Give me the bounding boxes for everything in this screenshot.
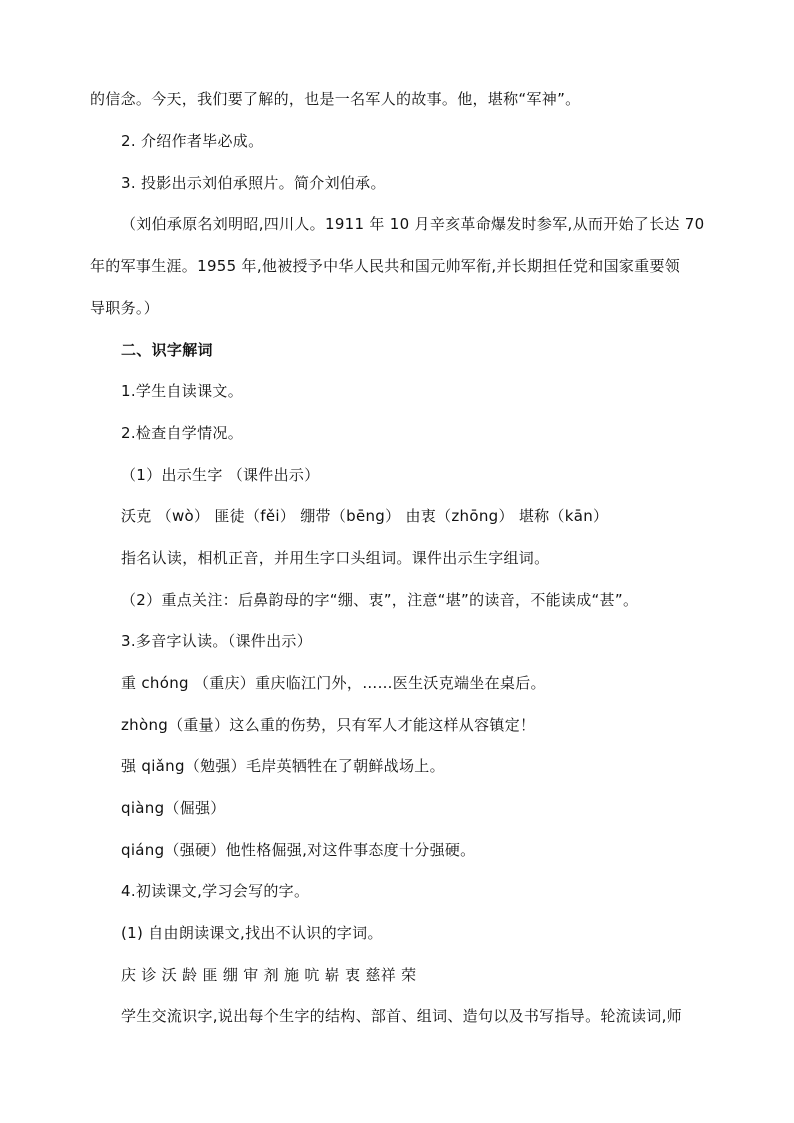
- list-item: 3.多音字认读。（课件出示）: [121, 632, 313, 650]
- list-item: 2.检查自学情况。: [121, 424, 244, 442]
- paragraph-line: 导职务。）: [90, 299, 160, 317]
- section-heading: 二、识字解词: [121, 341, 213, 359]
- polyphone-line: 重 chóng （重庆）重庆临江门外，……医生沃克端坐在桌后。: [121, 674, 546, 692]
- list-item: （1）出示生字 （课件出示）: [121, 466, 320, 484]
- paragraph-line: （刘伯承原名刘明昭,四川人。1911 年 10 月辛亥革命爆发时参军,从而开始了长达 70: [121, 215, 705, 233]
- list-item: 3. 投影出示刘伯承照片。简介刘伯承。: [121, 174, 386, 192]
- character-list: 庆 诊 沃 龄 匪 绷 审 剂 施 吭 崭 衷 慈祥 荣: [121, 966, 417, 984]
- polyphone-line: 强 qiǎng（勉强）毛岸英牺牲在了朝鲜战场上。: [121, 757, 445, 775]
- paragraph-line: （2）重点关注：后鼻韵母的字“绷、衷”，注意“堪”的读音，不能读成“甚”。: [121, 591, 639, 609]
- list-item: 1.学生自读课文。: [121, 382, 244, 400]
- vocab-line: 沃克 （wò） 匪徒（fěi） 绷带（bēng） 由衷（zhōng） 堪称（kān）: [121, 507, 609, 525]
- paragraph-line: 学生交流识字,说出每个生字的结构、部首、组词、造句以及书写指导。轮流读词,师: [121, 1007, 682, 1025]
- paragraph-line: 年的军事生涯。1955 年,他被授予中华人民共和国元帅军衔,并长期担任党和国家重要领: [90, 257, 681, 275]
- polyphone-line: qiàng（倔强）: [121, 799, 226, 817]
- list-item: 2. 介绍作者毕必成。: [121, 132, 264, 150]
- polyphone-line: zhòng（重量）这么重的伤势，只有军人才能这样从容镇定！: [121, 716, 536, 734]
- polyphone-line: qiáng（强硬）他性格倔强,对这件事态度十分强硬。: [121, 841, 476, 859]
- paragraph-line: 指名认读，相机正音，并用生字口头组词。课件出示生字组词。: [121, 549, 550, 567]
- list-item: 4.初读课文,学习会写的字。: [121, 882, 310, 900]
- list-item: (1) 自由朗读课文,找出不认识的字词。: [121, 924, 383, 942]
- paragraph-line: 的信念。今天，我们要了解的，也是一名军人的故事。他，堪称“军神”。: [90, 90, 581, 108]
